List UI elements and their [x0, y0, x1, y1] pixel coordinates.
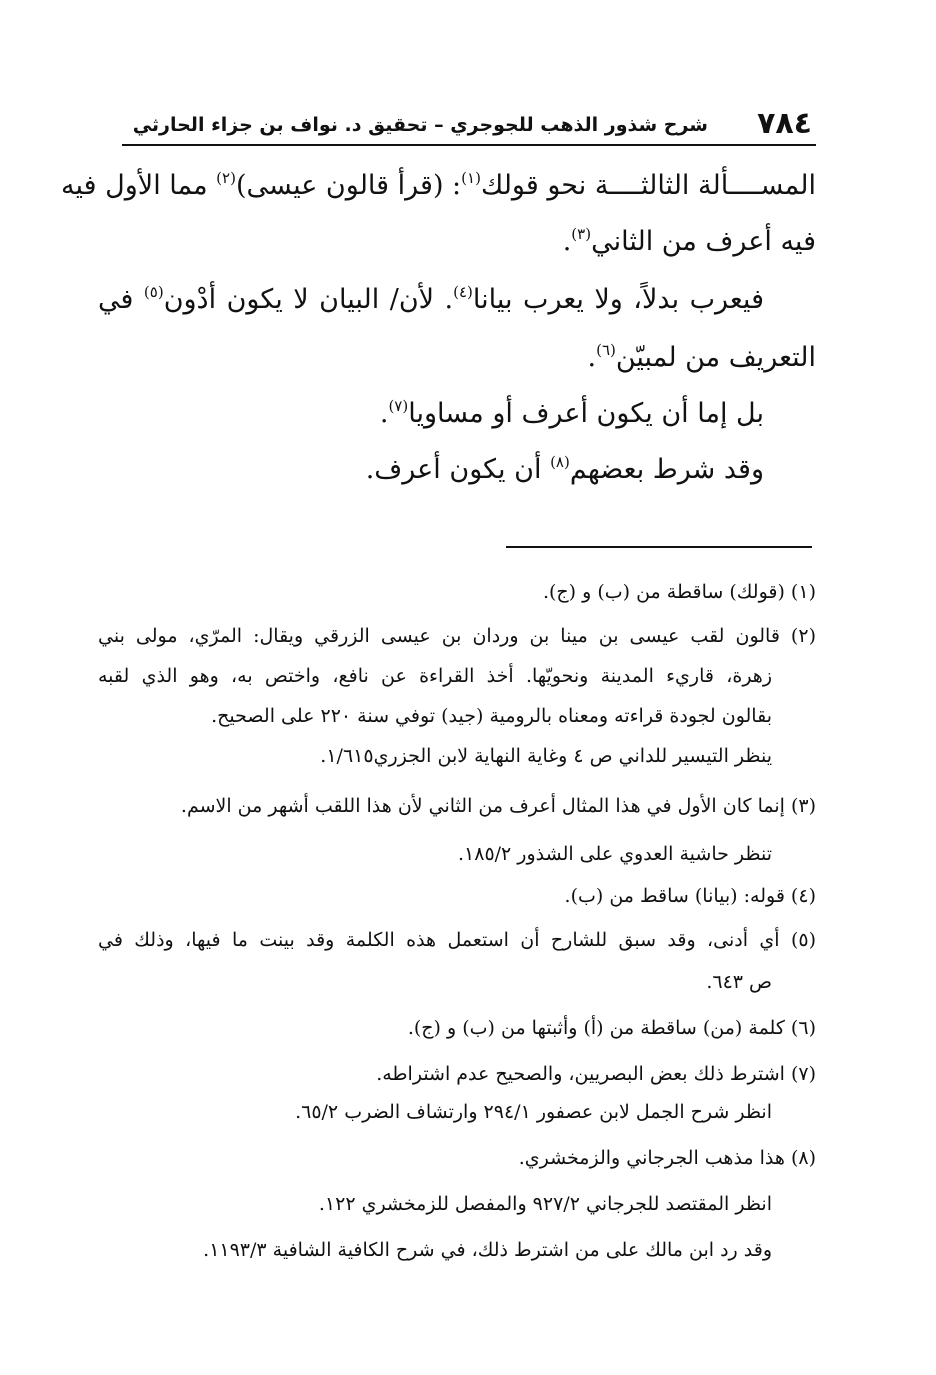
header-title: شرح شذور الذهب للجوجري – تحقيق د. نواف بن جزاء الحارثي	[132, 114, 708, 136]
text-line	[380, 394, 764, 434]
text-line	[587, 338, 816, 378]
footnote-8-line-1: (٨) هذا مذهب الجرجاني والزمخشري.	[518, 1147, 816, 1169]
footnote-ref: (٧)	[388, 397, 409, 415]
text-run: .	[562, 226, 572, 257]
footnote-2-line-4: ينظر التيسير للداني ص ٤ وغاية النهاية لابن الجزري١/٦١٥.	[320, 745, 772, 767]
text-run: المســــألة الثالثــــة نحو قولك	[480, 170, 816, 201]
running-header	[122, 104, 816, 146]
page-number: ٧٨٤	[757, 106, 812, 141]
footnote-7-line-1: (٧) اشترط ذلك بعض البصريين، والصحيح عدم اشتراطه.	[376, 1063, 816, 1085]
footnote-2-line-2: زهرة، قاريء المدينة ونحويّها. أخذ القراءة عن نافع، واختص به، وهو الذي لقبه	[98, 665, 772, 687]
footnote-5-line-2: ص ٦٤٣.	[706, 971, 772, 993]
footnote-ref: (١)	[461, 169, 481, 187]
footnote-5-line-1: (٥) أي أدنى، وقد سبق للشارح أن استعمل هذه الكلمة وقد بينت ما فيها، وذلك في	[98, 929, 816, 951]
footnote-3-line-1: (٣) إنما كان الأول في هذا المثال أعرف من الثاني لأن هذا اللقب أشهر من الاسم.	[180, 795, 816, 817]
footnote-8-line-2: انظر المقتصد للجرجاني ٩٢٧/٢ والمفصل للزمخشري ١٢٢.	[318, 1193, 772, 1215]
text-run: أن يكون أعرف.	[365, 454, 551, 485]
text-run: التعريف من لمبيّن	[615, 342, 816, 373]
text-run: .	[379, 398, 389, 429]
text-run: في	[98, 284, 144, 315]
footnote-ref: (٥)	[143, 283, 164, 301]
footnote-ref: (٤)	[453, 283, 473, 301]
text-run: . لأن/ البيان لا يكون أدْون	[163, 284, 454, 315]
footnote-7-line-2: انظر شرح الجمل لابن عصفور ٢٩٤/١ وارتشاف الضرب ٦٥/٢.	[295, 1101, 772, 1123]
footnote-ref: (٦)	[596, 341, 616, 359]
footnote-ref: (٣)	[571, 225, 592, 243]
footnote-8-line-3: وقد رد ابن مالك على من اشترط ذلك، في شرح الكافية الشافية ١١٩٣/٣.	[203, 1239, 772, 1261]
footnote-3-line-2: تنظر حاشية العدوي على الشذور ١٨٥/٢.	[457, 843, 772, 865]
footnote-separator	[506, 546, 812, 548]
footnote-2-line-1: (٢) قالون لقب عيسى بن مينا بن وردان بن عيسى الزرقي ويقال: المرّي، مولى بني	[98, 625, 816, 647]
footnote-ref: (٨)	[550, 453, 570, 471]
text-run: فيه أعرف من الثاني	[591, 226, 816, 257]
text-line	[563, 222, 816, 262]
text-line	[98, 280, 816, 320]
text-run: وقد شرط بعضهم	[569, 454, 764, 485]
footnote-1: (١) (قولك) ساقطة من (ب) و (ج).	[542, 581, 816, 603]
text-run: بل إما أن يكون أعرف أو مساويا	[408, 398, 764, 429]
footnote-ref: (٢)	[216, 169, 236, 187]
footnote-6: (٦) كلمة (من) ساقطة من (أ) وأثبتها من (ب) و (ج).	[407, 1017, 816, 1039]
text-line	[61, 166, 816, 206]
text-run: مما الأول فيه	[61, 170, 217, 201]
text-run: فيعرب بدلاً، ولا يعرب بيانا	[472, 284, 764, 315]
text-line	[366, 450, 764, 490]
footnote-4: (٤) قوله: (بيانا) ساقط من (ب).	[564, 885, 816, 907]
text-run: .	[587, 342, 597, 373]
text-run: : (قرأ قالون عيسى)	[235, 170, 462, 201]
footnote-2-line-3: بقالون لجودة قراءته ومعناه بالرومية (جيد) توفي سنة ٢٢٠ على الصحيح.	[211, 705, 772, 727]
